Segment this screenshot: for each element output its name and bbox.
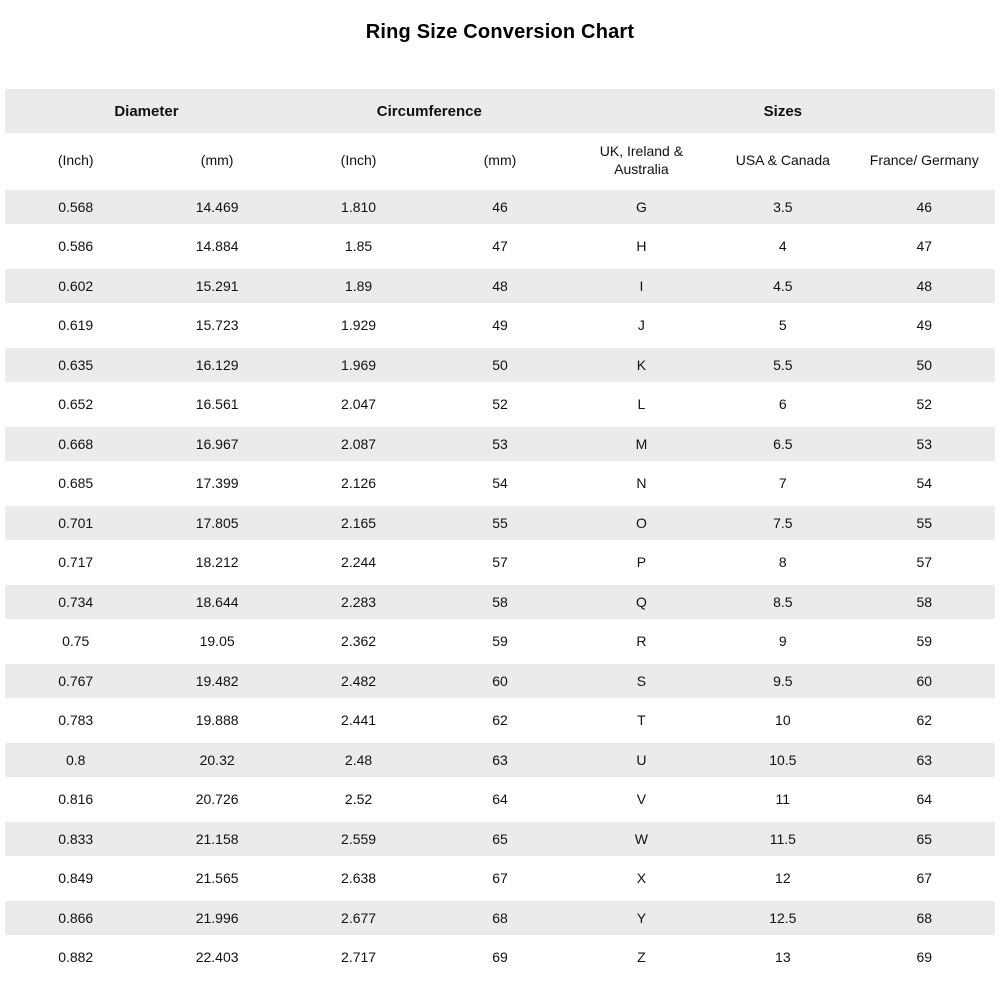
table-cell: 21.996 [195,909,239,926]
table-cell: 54 [492,475,508,492]
table-row [5,503,995,543]
table-cell: 13 [775,949,791,966]
column-header-1: (mm) [200,152,234,168]
table-cell: 1.969 [341,356,377,373]
table-cell: 63 [492,751,508,768]
table-cell: K [636,356,647,373]
table-cell: 50 [492,356,508,373]
group-header-diameter: Diameter [114,102,179,120]
table-cell: H [636,238,647,255]
table-cell: T [637,712,646,729]
table-cell: 47 [916,238,933,255]
table-cell: 0.75 [62,633,90,650]
table-cell: 62 [916,712,933,729]
table-cell: 5 [778,317,787,334]
table-row [5,661,995,701]
table-cell: 3.5 [773,198,793,215]
table-cell: L [637,396,646,413]
table-cell: 10 [775,712,791,729]
table-row [5,819,995,859]
table-cell: 4 [778,238,787,255]
table-cell: 0.717 [58,554,94,571]
table-cell: 1.929 [341,317,377,334]
table-cell: 59 [492,633,508,650]
table-cell: 9.5 [773,672,793,689]
page-title: Ring Size Conversion Chart [365,21,635,43]
table-cell: 55 [492,514,508,531]
table-cell: 46 [916,198,933,215]
column-header-3: (mm) [483,152,517,168]
column-header-6: France/ Germany [869,152,979,168]
table-cell: 0.652 [58,396,94,413]
table-cell: 12 [775,870,791,887]
table-cell: 15.723 [195,317,239,334]
table-cell: 55 [916,514,933,531]
table-cell: 54 [916,475,933,492]
table-cell: 0.734 [58,593,94,610]
table-cell: 0.668 [58,435,94,452]
column-header-5: USA & Canada [735,152,830,168]
table-cell: 60 [916,672,933,689]
group-header-sizes: Sizes [763,102,803,120]
table-cell: I [639,277,644,294]
table-cell: 19.05 [199,633,235,650]
table-cell: 14.469 [195,198,239,215]
table-cell: 48 [492,277,508,294]
table-cell: 2.677 [341,909,377,926]
table-cell: 2.283 [341,593,377,610]
table-row [5,701,995,741]
table-cell: 15.291 [195,277,239,294]
table-row [5,306,995,346]
table-cell: 14.884 [195,238,239,255]
table-cell: V [636,791,647,808]
table-cell: 0.833 [58,830,94,847]
table-cell: Q [635,593,647,610]
table-cell: 0.882 [58,949,94,966]
table-row [5,464,995,504]
table-cell: 8 [778,554,787,571]
table-cell: 19.888 [195,712,239,729]
table-row [5,582,995,622]
table-cell: 16.129 [195,356,239,373]
table-cell: 0.849 [58,870,94,887]
table-cell: 69 [492,949,508,966]
table-row [5,424,995,464]
table-cell: 0.701 [58,514,94,531]
table-cell: 65 [916,830,933,847]
table-cell: S [636,672,647,689]
ring-size-conversion-table [5,89,995,977]
table-body [5,187,995,977]
table-row [5,622,995,662]
table-cell: 0.619 [58,317,94,334]
table-cell: 20.32 [199,751,235,768]
table-cell: 57 [492,554,508,571]
table-cell: 46 [492,198,508,215]
table-cell: 2.48 [344,751,373,768]
table-cell: 64 [916,791,933,808]
table-cell: 2.638 [341,870,377,887]
table-cell: N [636,475,647,492]
table-cell: X [636,870,647,887]
table-cell: 1.89 [344,277,373,294]
table-cell: 11 [775,791,791,808]
table-cell: 2.126 [341,475,377,492]
column-header-4: UK, Ireland & Australia [599,143,684,177]
table-cell: 52 [916,396,933,413]
table-row [5,543,995,583]
table-cell: 1.85 [344,238,373,255]
table-row [5,345,995,385]
table-row [5,780,995,820]
table-cell: 0.602 [58,277,94,294]
table-cell: 53 [492,435,508,452]
column-header-0: (Inch) [57,152,94,168]
table-cell: 5.5 [773,356,793,373]
group-header-circumference: Circumference [376,102,482,120]
table-cell: 21.565 [195,870,239,887]
table-row [5,740,995,780]
table-cell: 2.52 [344,791,373,808]
table-cell: 4.5 [773,277,793,294]
table-cell: R [636,633,647,650]
table-cell: 18.644 [195,593,239,610]
table-cell: 0.8 [65,751,86,768]
column-header-2: (Inch) [340,152,377,168]
table-cell: 19.482 [195,672,239,689]
table-cell: 7 [778,475,787,492]
table-cell: 2.087 [341,435,377,452]
table-cell: 0.586 [58,238,94,255]
table-cell: 47 [492,238,508,255]
table-row [5,385,995,425]
table-cell: 2.717 [341,949,377,966]
table-cell: 49 [492,317,508,334]
table-cell: 68 [492,909,508,926]
table-row [5,266,995,306]
table-cell: 58 [492,593,508,610]
table-cell: 17.399 [195,475,239,492]
table-cell: 1.810 [341,198,377,215]
table-cell: 18.212 [195,554,239,571]
table-cell: 64 [492,791,508,808]
table-cell: 0.685 [58,475,94,492]
table-cell: Z [637,949,646,966]
table-cell: 0.767 [58,672,94,689]
table-row [5,938,995,978]
table-row [5,859,995,899]
table-row [5,187,995,227]
table-cell: 0.816 [58,791,94,808]
table-cell: W [634,830,648,847]
table-cell: 11.5 [769,830,796,847]
table-cell: 6 [778,396,787,413]
column-header-row [5,133,995,187]
table-cell: 59 [916,633,933,650]
table-cell: 62 [492,712,508,729]
table-cell: 49 [916,317,933,334]
table-cell: 52 [492,396,508,413]
table-cell: 63 [916,751,933,768]
table-cell: O [635,514,647,531]
table-row [5,898,995,938]
table-cell: 2.441 [341,712,377,729]
table-cell: P [636,554,647,571]
table-cell: 16.561 [195,396,239,413]
table-cell: 17.805 [195,514,239,531]
table-cell: 48 [916,277,933,294]
table-cell: 0.635 [58,356,94,373]
table-cell: Y [636,909,647,926]
table-cell: 9 [778,633,787,650]
table-cell: 10.5 [769,751,797,768]
table-cell: 57 [916,554,933,571]
table-cell: 53 [916,435,933,452]
table-cell: 65 [492,830,508,847]
table-cell: 21.158 [195,830,239,847]
table-cell: 68 [916,909,933,926]
table-cell: 2.165 [341,514,377,531]
table-cell: 16.967 [195,435,239,452]
table-cell: 2.047 [341,396,377,413]
table-row [5,227,995,267]
table-cell: 50 [916,356,933,373]
table-cell: 2.244 [341,554,377,571]
table-cell: 7.5 [773,514,793,531]
table-cell: 67 [492,870,508,887]
table-cell: 6.5 [773,435,793,452]
table-cell: M [635,435,648,452]
table-cell: 8.5 [773,593,793,610]
group-header-row [5,89,995,133]
table-cell: 69 [916,949,933,966]
table-cell: 0.783 [58,712,94,729]
table-cell: 2.559 [341,830,377,847]
table-cell: U [636,751,647,768]
table-cell: 22.403 [195,949,239,966]
table-cell: 20.726 [195,791,239,808]
table-cell: 60 [492,672,508,689]
table-cell: 58 [916,593,933,610]
table-cell: G [635,198,647,215]
table-cell: 2.362 [341,633,377,650]
table-cell: 2.482 [341,672,377,689]
table-cell: J [637,317,645,334]
table-cell: 12.5 [769,909,797,926]
table-cell: 0.866 [58,909,94,926]
table-cell: 67 [916,870,933,887]
table-cell: 0.568 [58,198,94,215]
